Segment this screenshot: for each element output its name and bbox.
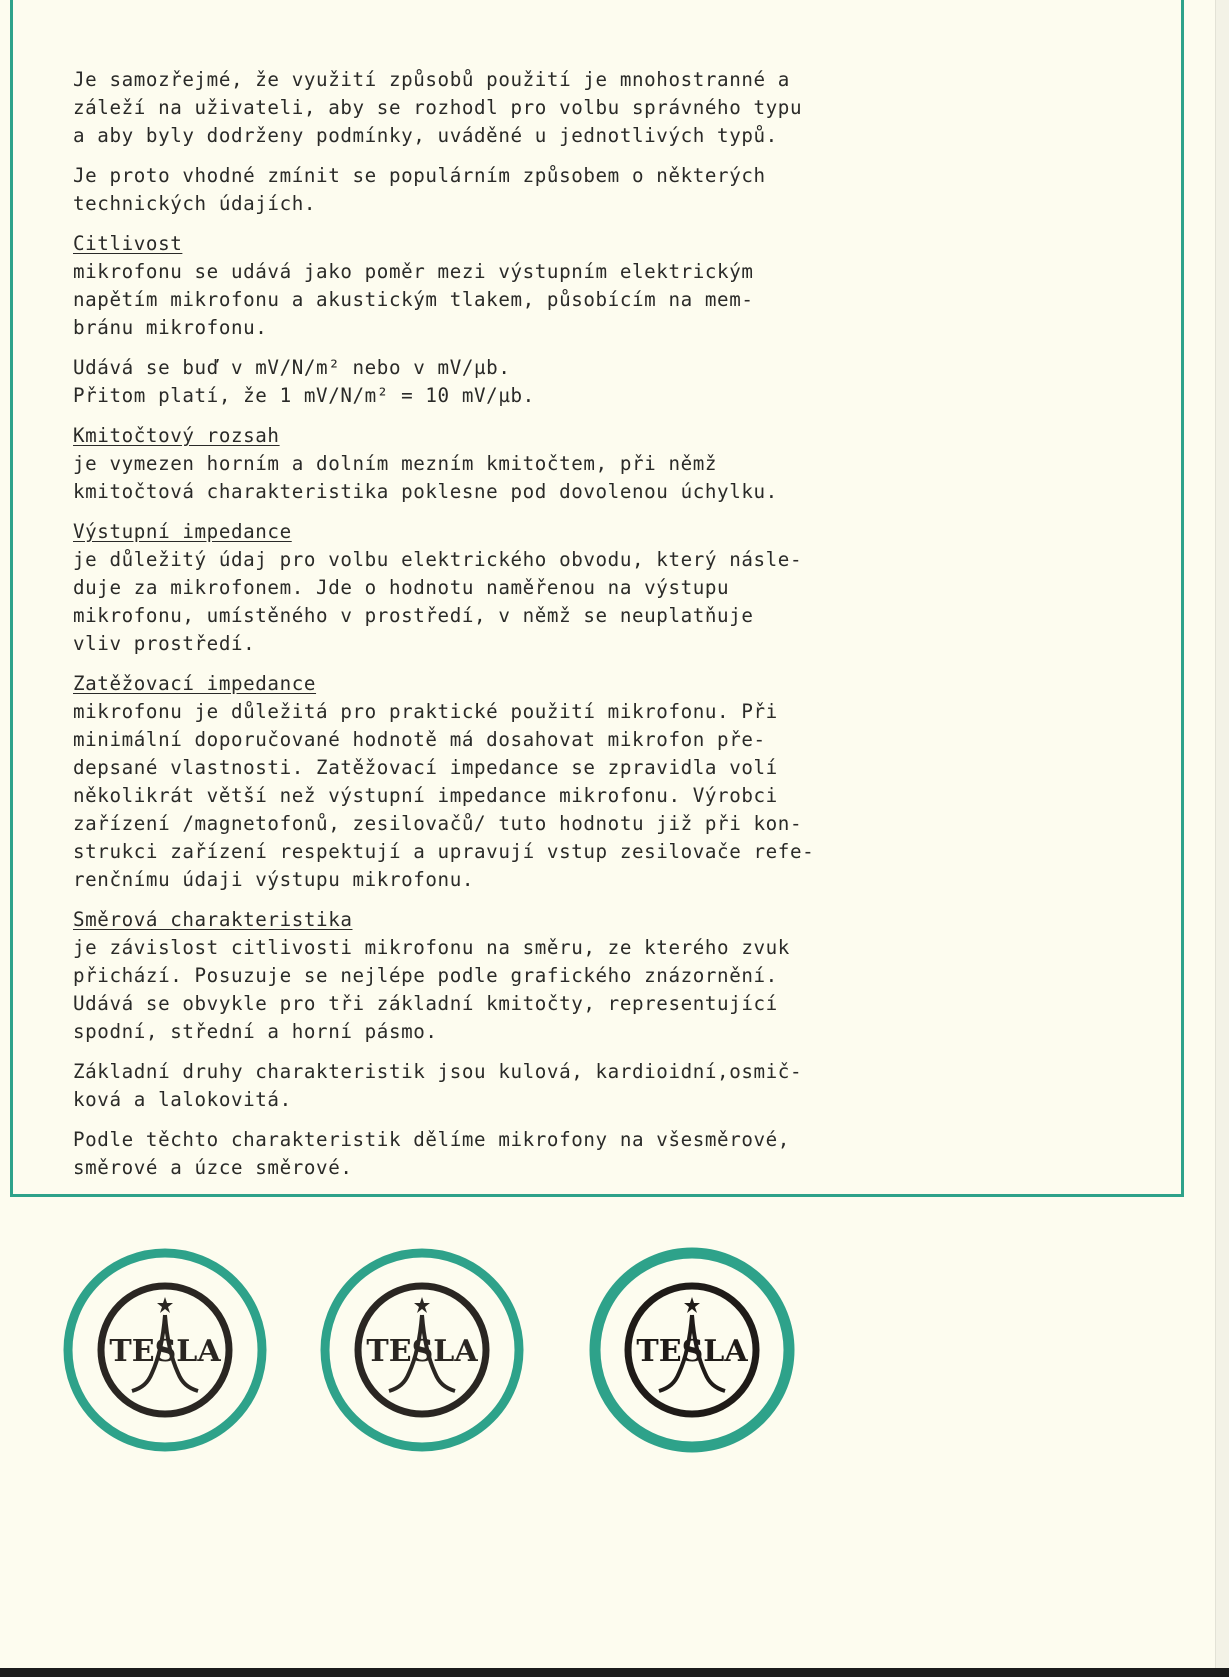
text-line: technických údajích. (73, 192, 317, 215)
section-heading: Výstupní impedance (73, 520, 292, 543)
logo-text: TESLA (636, 1334, 748, 1369)
logo-text: TESLA (366, 1334, 478, 1369)
text-line: napětím mikrofonu a akustickým tlakem, působícím na mem- (73, 288, 754, 311)
text-line: několikrát větší než výstupní impedance mikrofonu. Výrobci (73, 784, 778, 807)
section-citlivost (73, 230, 813, 342)
text-line: Je proto vhodné zmínit se populárním způsobem o některých (73, 164, 766, 187)
text-line: bránu mikrofonu. (73, 316, 268, 339)
tesla-logo-icon (317, 1245, 527, 1455)
text-line: Udává se buď v mV/N/m² nebo v mV/µb. (73, 356, 511, 379)
logo-row (60, 1245, 820, 1485)
section-vystupni-impedance (73, 518, 813, 658)
text-line: kmitočtová charakteristika poklesne pod dovolenou úchylku. (73, 480, 778, 503)
section-heading: Zatěžovací impedance (73, 672, 317, 695)
text-line: Udává se obvykle pro tři základní kmitočty, representující (73, 992, 778, 1015)
text-line: mikrofonu je důležitá pro praktické použití mikrofonu. Při (73, 700, 778, 723)
tesla-logo-icon (60, 1245, 270, 1455)
text-line: mikrofonu, umístěného v prostředí, v němž se neuplatňuje (73, 604, 754, 627)
text-line: ková a lalokovitá. (73, 1088, 292, 1111)
text-line: záleží na uživateli, aby se rozhodl pro volbu správného typu (73, 96, 803, 119)
text-line: zařízení /magnetofonů, zesilovačů/ tuto hodnotu již při kon- (73, 812, 803, 835)
intro-paragraph (73, 66, 813, 150)
text-line: mikrofonu se udává jako poměr mezi výstupním elektrickým (73, 260, 754, 283)
section-heading: Směrová charakteristika (73, 908, 353, 931)
text-line: Je samozřejmé, že využití způsobů použití je mnohostranné a (73, 68, 790, 91)
closing1-paragraph (73, 1058, 813, 1114)
scan-edge (0, 1668, 1229, 1677)
text-line: strukci zařízení respektují a upravují vstup zesilovače refe- (73, 840, 815, 863)
section-heading: Kmitočtový rozsah (73, 424, 280, 447)
text-line: depsané vlastnosti. Zatěžovací impedance se zpravidla volí (73, 756, 778, 779)
text-line: je vymezen horním a dolním mezním kmitočtem, při němž (73, 452, 718, 475)
tesla-logo-icon (587, 1245, 797, 1455)
text-line: přichází. Posuzuje se nejlépe podle grafického znázornění. (73, 964, 778, 987)
body-text (73, 66, 813, 1194)
text-line: a aby byly dodrženy podmínky, uváděné u jednotlivých typů. (73, 124, 778, 147)
intro2-paragraph (73, 162, 813, 218)
page-edge (1215, 0, 1229, 1677)
closing2-paragraph (73, 1126, 813, 1182)
text-line: duje za mikrofonem. Jde o hodnotu naměřenou na výstupu (73, 576, 730, 599)
section-heading: Citlivost (73, 232, 183, 255)
units-paragraph (73, 354, 813, 410)
section-smerova-charakteristika (73, 906, 813, 1046)
text-line: renčnímu údaji výstupu mikrofonu. (73, 868, 475, 891)
text-line: Přitom platí, že 1 mV/N/m² = 10 mV/µb. (73, 384, 535, 407)
text-line: Podle těchto charakteristik dělíme mikrofony na všesměrové, (73, 1128, 790, 1151)
text-line: minimální doporučované hodnotě má dosahovat mikrofon pře- (73, 728, 766, 751)
text-line: Základní druhy charakteristik jsou kulová, kardioidní,osmič- (73, 1060, 803, 1083)
text-line: vliv prostředí. (73, 632, 256, 655)
logo-text: TESLA (109, 1334, 221, 1369)
text-line: spodní, střední a horní pásmo. (73, 1020, 438, 1043)
text-line: je závislost citlivosti mikrofonu na směru, ze kterého zvuk (73, 936, 790, 959)
text-line: směrové a úzce směrové. (73, 1156, 353, 1179)
section-zatezovaci-impedance (73, 670, 813, 894)
section-kmitoctovy-rozsah (73, 422, 813, 506)
text-line: je důležitý údaj pro volbu elektrického obvodu, který násle- (73, 548, 803, 571)
